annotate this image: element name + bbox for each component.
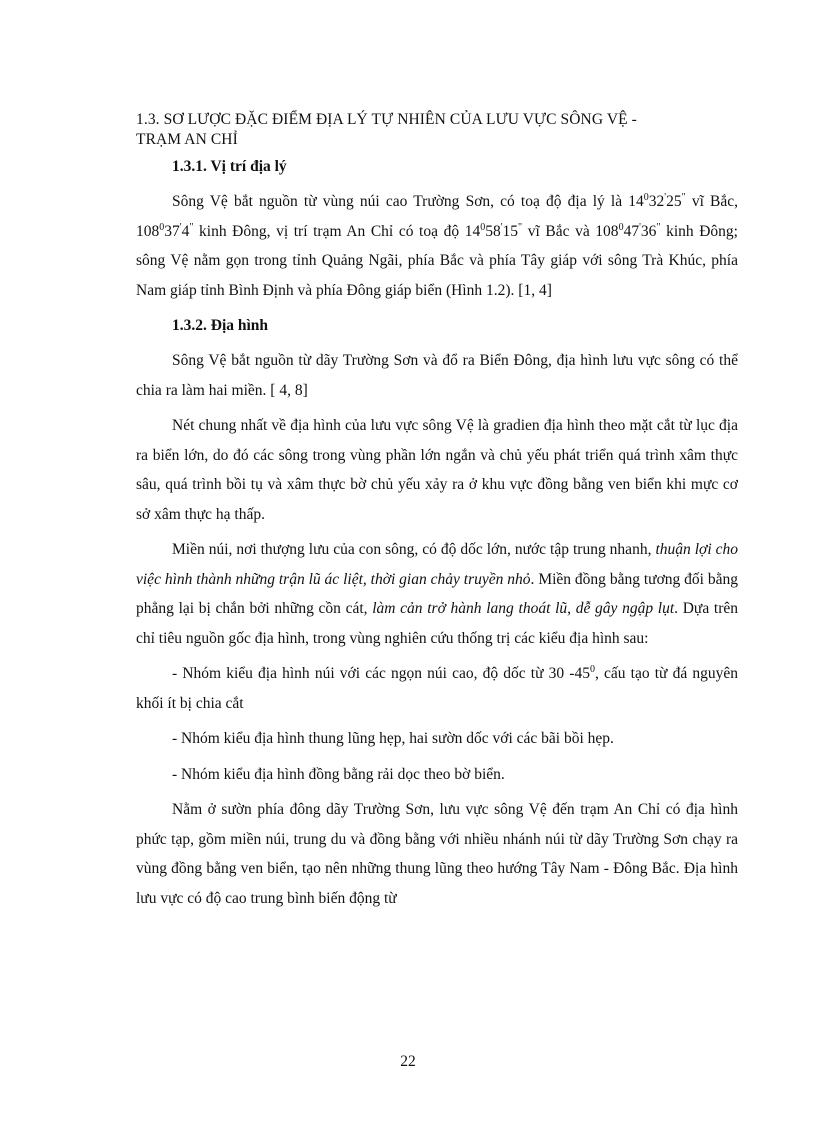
paragraph-terrain-intro: Sông Vệ bắt nguồn từ dãy Trường Sơn và đổ ra Biển Đông, địa hình lưu vực sông có thể chia ra làm hai miền. [ 4, 8] (136, 352, 738, 399)
list-item-mountain: - Nhóm kiểu địa hình núi với các ngọn núi cao, độ dốc từ 30 $-45^0$, cấu tạo từ đá nguyên khối ít bị chia cắt (136, 663, 738, 712)
section-title (136, 110, 738, 150)
list-item-valley: - Nhóm kiểu địa hình thung lũng hẹp, hai sườn dốc với các bãi bồi hẹp. (172, 730, 614, 747)
paragraph-location: Sông Vệ bắt nguồn từ vùng núi cao Trường Sơn, có toạ độ địa lý là $14^032'25^"$ vĩ Bắc, $108^037'4^"$ kinh Đông, vị trí trạm An Chỉ có toạ độ $14^058'15^"$ vĩ Bắc và $108^047'36^"$ kinh Đông; sông Vệ nằm gọn trong tỉnh Quảng Ngãi, phía Bắc và phía Tây giáp với sông Trà Khúc, phía Nam giáp tỉnh Bình Định và phía Đông giáp biển (Hình 1.2). [1, 4] (136, 191, 739, 299)
paragraph-terrain-east: Nằm ở sườn phía đông dãy Trường Sơn, lưu vực sông Vệ đến trạm An Chỉ có địa hình phức tạp, gồm miền núi, trung du và đồng bằng với nhiều nhánh núi từ dãy Trường Sơn chạy ra vùng đồng bằng ven biển, tạo nên những thung lũng theo hướng Tây Nam - Đông Bắc. Địa hình lưu vực có độ cao trung bình biến động từ (136, 801, 738, 907)
list-item-plain: - Nhóm kiểu địa hình đồng bằng rải dọc theo bờ biển. (172, 765, 505, 783)
document-body (136, 110, 738, 919)
paragraph-terrain-regions: Miền núi, nơi thượng lưu của con sông, có độ dốc lớn, nước tập trung nhanh, thuận lợi cho việc hình thành những trận lũ ác liệt, thời gian chảy truyền nhỏ. Miền đồng bằng tương đối bằng phẳng lại bị chắn bởi những cồn cát, làm cản trở hành lang thoát lũ, dễ gây ngập lụt. Dựa trên chỉ tiêu nguồn gốc địa hình, trong vùng nghiên cứu thống trị các kiểu địa hình sau: (136, 541, 738, 647)
paragraph-terrain-gradient: Nét chung nhất về địa hình của lưu vực sông Vệ là gradien địa hình theo mặt cắt từ lục địa ra biển lớn, do đó các sông trong vùng phần lớn ngắn và chủ yếu phát triển quá trình xâm thực sâu, quá trình bồi tụ và xâm thực bờ chủ yếu xảy ra ở khu vực đồng bằng ven biển khi mực cơ sở xâm thực hạ thấp. (136, 417, 738, 523)
subsection-heading-terrain: 1.3.2. Địa hình (172, 317, 269, 334)
subsection-heading-location: 1.3.1. Vị trí địa lý (172, 158, 287, 175)
page-number: 22 (400, 1053, 416, 1070)
section-title-line1: 1.3. SƠ LƯỢC ĐẶC ĐIỂM ĐỊA LÝ TỰ NHIÊN CỦA LƯU VỰC SÔNG VỆ - (136, 111, 637, 128)
section-title-line2: TRẠM AN CHỈ (136, 131, 238, 148)
